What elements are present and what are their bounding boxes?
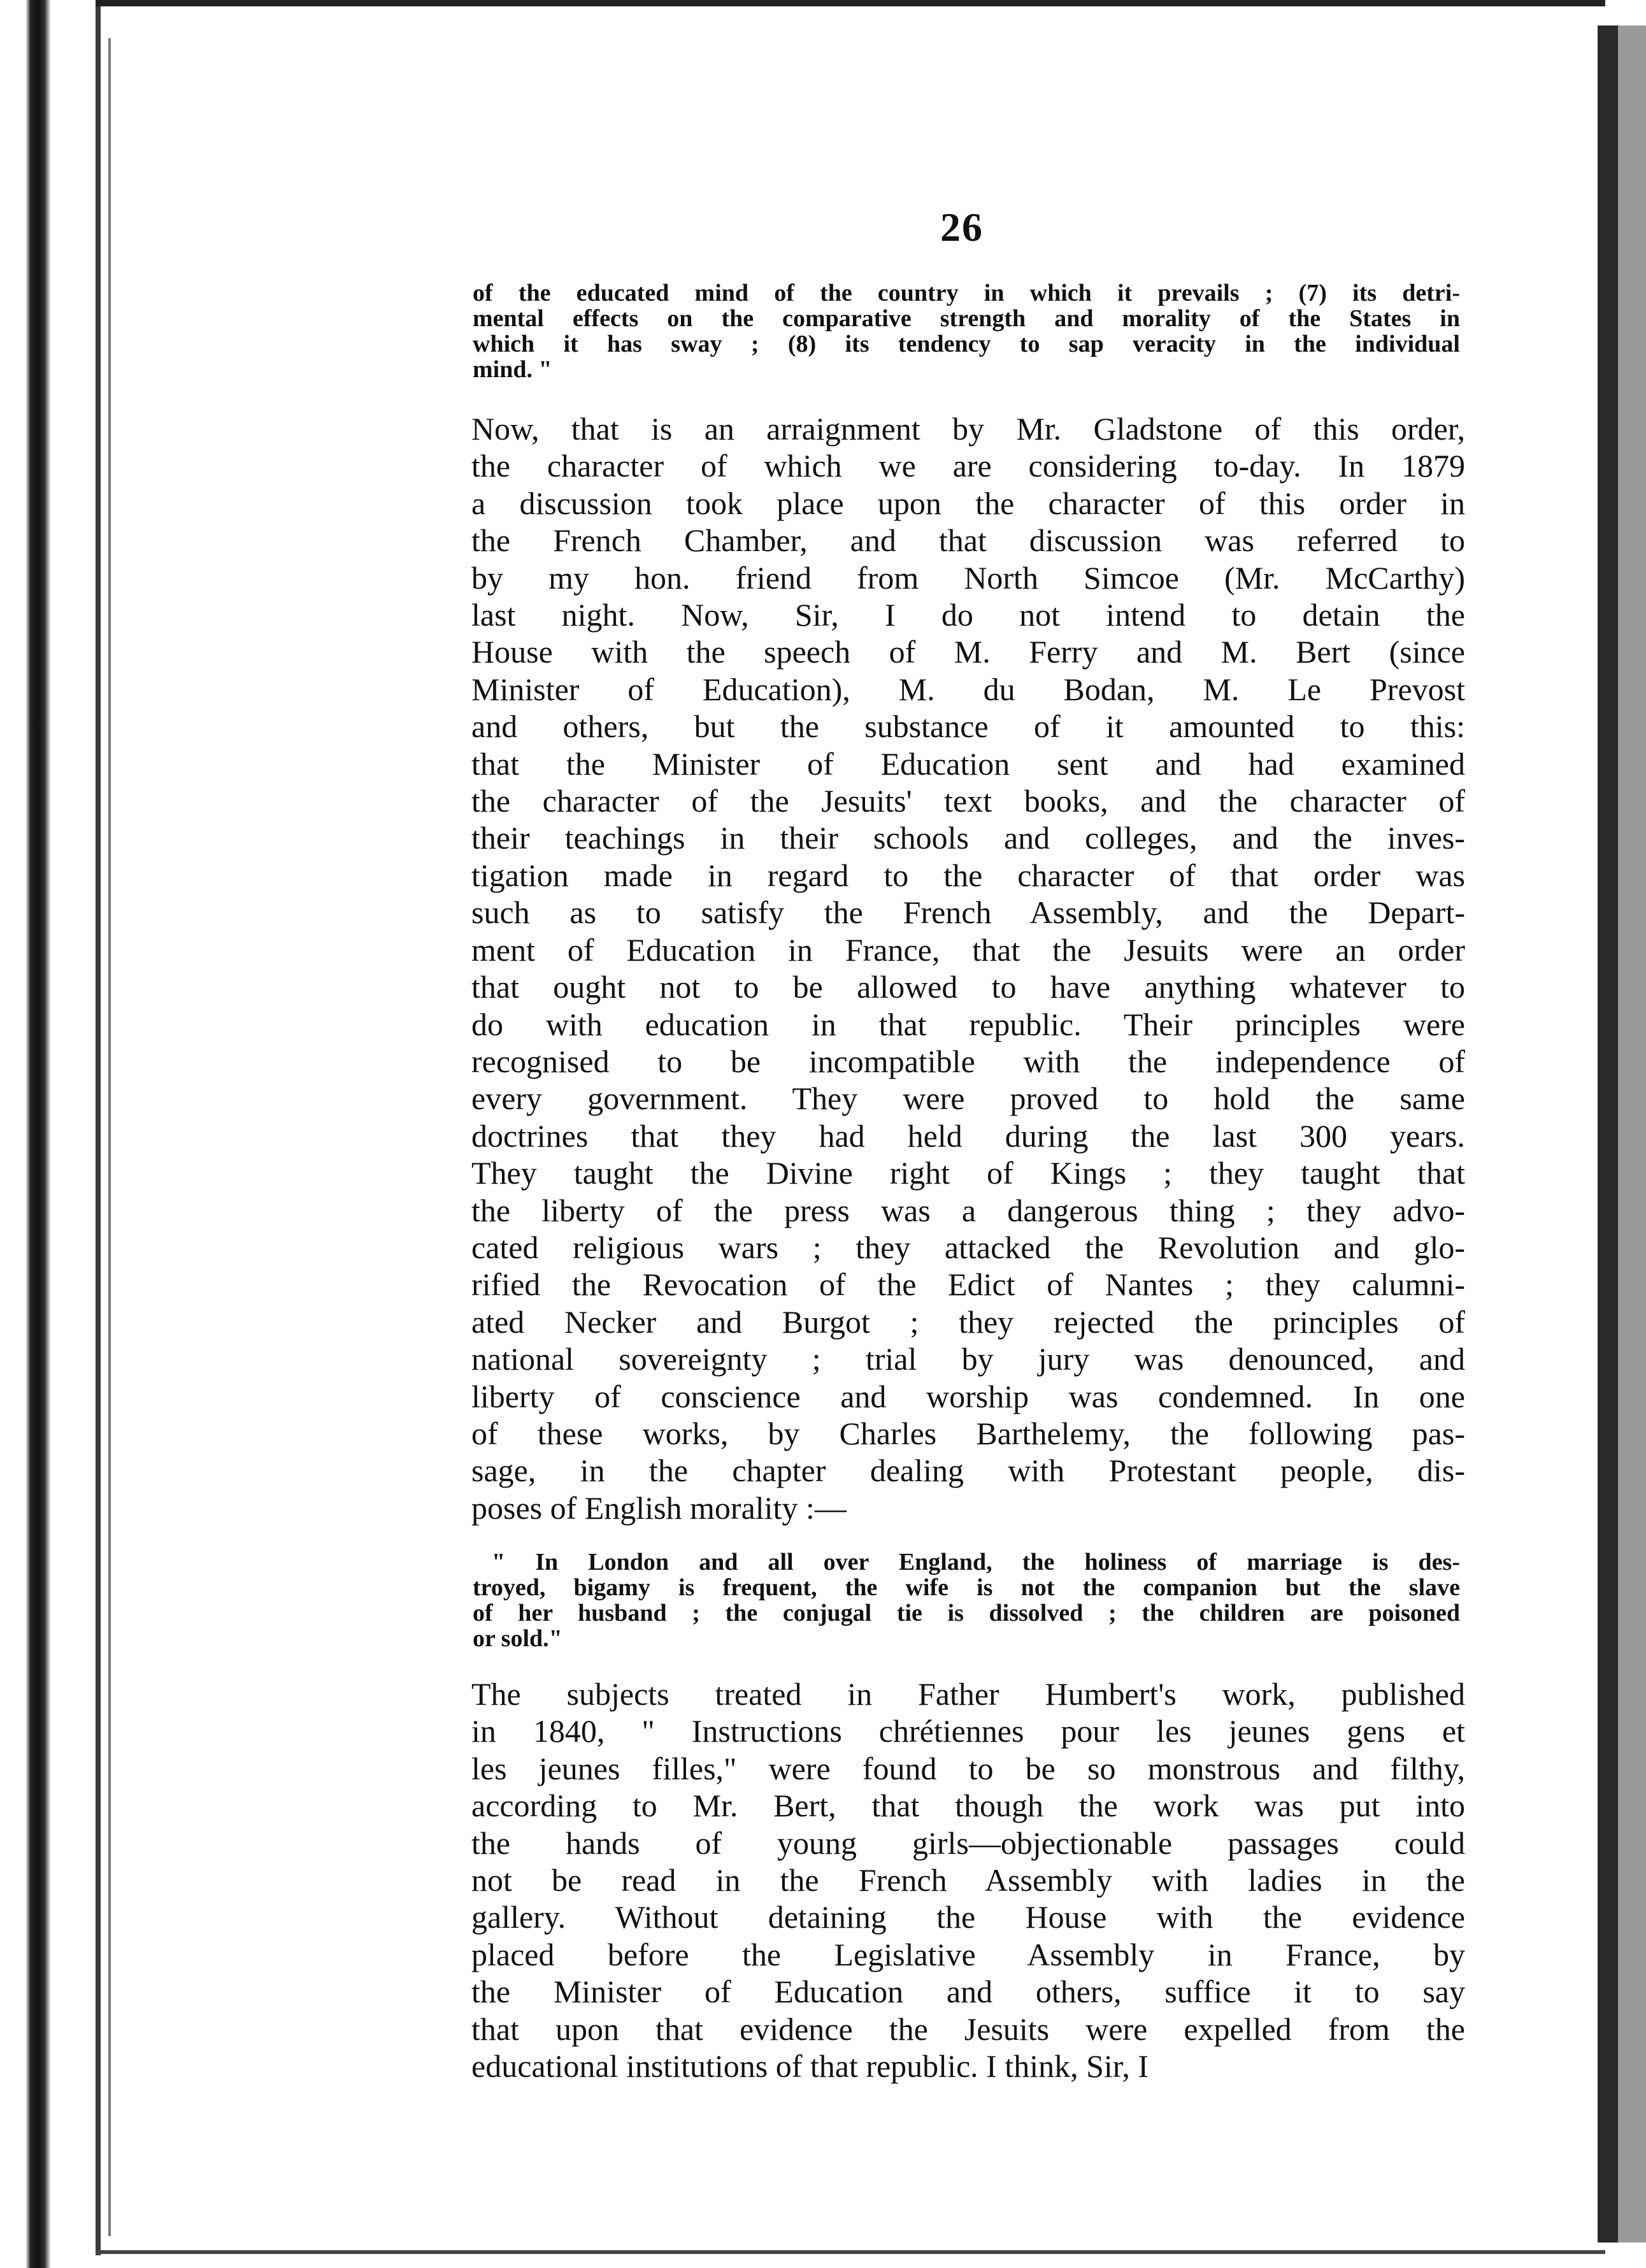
text-line: liberty of conscience and worship was condemned. In one: [471, 1378, 1465, 1414]
text-line: the hands of young girls—objectionable passages could: [471, 1825, 1465, 1861]
scan-left-rule: [96, 6, 101, 2255]
quote-block-gladstone: [473, 280, 1460, 382]
text-line: House with the speech of M. Ferry and M. Bert (since: [471, 634, 1465, 670]
text-line: national sovereignty ; trial by jury was denounced, and: [471, 1341, 1465, 1377]
text-line: the liberty of the press was a dangerous thing ; they advo-: [471, 1192, 1465, 1228]
text-line: poses of English morality :—: [471, 1489, 847, 1526]
text-line: last night. Now, Sir, I do not intend to detain the: [471, 597, 1465, 633]
text-line: mental effects on the comparative strength and morality of the States in: [473, 306, 1460, 331]
text-line: the French Chamber, and that discussion was referred to: [471, 522, 1465, 559]
scan-left-rule-inner: [108, 38, 111, 2236]
text-line: that the Minister of Education sent and had examined: [471, 745, 1465, 782]
quote-block-barthelemy: [473, 1549, 1460, 1651]
text-line: not be read in the French Assembly with ladies in the: [471, 1862, 1465, 1898]
text-line: recognised to be incompatible with the independence of: [471, 1043, 1465, 1079]
text-line: the character of which we are considering to-day. In 1879: [471, 448, 1465, 484]
text-line: educational institutions of that republic. I think, Sir, I: [471, 2048, 1149, 2085]
text-line: the Minister of Education and others, suffice it to say: [471, 1974, 1465, 2010]
text-line: placed before the Legislative Assembly in France, by: [471, 1936, 1465, 1972]
text-line: of these works, by Charles Barthelemy, the following pas-: [471, 1415, 1465, 1451]
text-line: The subjects treated in Father Humbert's work, published: [471, 1676, 1465, 1712]
text-line: gallery. Without detaining the House with the evidence: [471, 1899, 1465, 1935]
text-line: or sold.": [473, 1626, 562, 1651]
text-line: mind. ": [473, 357, 552, 382]
text-line: their teachings in their schools and colleges, and the inves-: [471, 820, 1465, 856]
text-line: They taught the Divine right of Kings ; they taught that: [471, 1155, 1465, 1191]
text-line: of the educated mind of the country in which it prevails ; (7) its detri-: [473, 280, 1460, 306]
text-line: in 1840, " Instructions chrétiennes pour les jeunes gens et: [471, 1713, 1465, 1749]
text-line: do with education in that republic. Their principles were: [471, 1006, 1465, 1042]
text-line: according to Mr. Bert, that though the work was put into: [471, 1788, 1465, 1824]
text-line: of her husband ; the conjugal tie is dissolved ; the children are poisoned: [473, 1600, 1460, 1626]
body-paragraph-1: [471, 410, 1465, 1526]
text-line: a discussion took place upon the character of this order in: [471, 485, 1465, 521]
text-line: Now, that is an arraignment by Mr. Gladstone of this order,: [471, 411, 1465, 447]
text-line: and others, but the substance of it amounted to this:: [471, 708, 1465, 745]
text-line: rified the Revocation of the Edict of Nantes ; they calumni-: [471, 1267, 1465, 1303]
text-line: sage, in the chapter dealing with Protestant people, dis-: [471, 1453, 1465, 1489]
text-line: Minister of Education), M. du Bodan, M. Le Prevost: [471, 671, 1465, 707]
page-number: 26: [940, 205, 984, 250]
text-line: every government. They were proved to hold the same: [471, 1080, 1465, 1117]
text-line: ated Necker and Burgot ; they rejected the principles of: [471, 1303, 1465, 1340]
scan-right-edge-gray: [1618, 25, 1646, 2243]
body-paragraph-2: [471, 1676, 1465, 2085]
text-line: doctrines that they had held during the last 300 years.: [471, 1117, 1465, 1154]
text-line: the character of the Jesuits' text books, and the character of: [471, 783, 1465, 819]
text-line: ment of Education in France, that the Jesuits were an order: [471, 931, 1465, 968]
text-line: les jeunes filles," were found to be so monstrous and filthy,: [471, 1750, 1465, 1786]
scan-bottom-edge: [96, 2250, 1605, 2254]
text-line: " In London and all over England, the holiness of marriage is des-: [492, 1549, 1460, 1575]
text-line: tigation made in regard to the character of that order was: [471, 857, 1465, 893]
text-line: such as to satisfy the French Assembly, and the Depart-: [471, 894, 1465, 931]
scan-top-edge: [96, 0, 1605, 6]
text-line: cated religious wars ; they attacked the Revolution and glo-: [471, 1229, 1465, 1265]
scan-left-edge: [0, 0, 70, 2268]
text-line: by my hon. friend from North Simcoe (Mr. McCarthy): [471, 559, 1465, 596]
text-line: that ought not to be allowed to have anything whatever to: [471, 969, 1465, 1005]
text-line: which it has sway ; (8) its tendency to sap veracity in the individual: [473, 331, 1460, 357]
text-line: that upon that evidence the Jesuits were expelled from the: [471, 2011, 1465, 2047]
text-line: troyed, bigamy is frequent, the wife is not the companion but the slave: [473, 1575, 1460, 1600]
